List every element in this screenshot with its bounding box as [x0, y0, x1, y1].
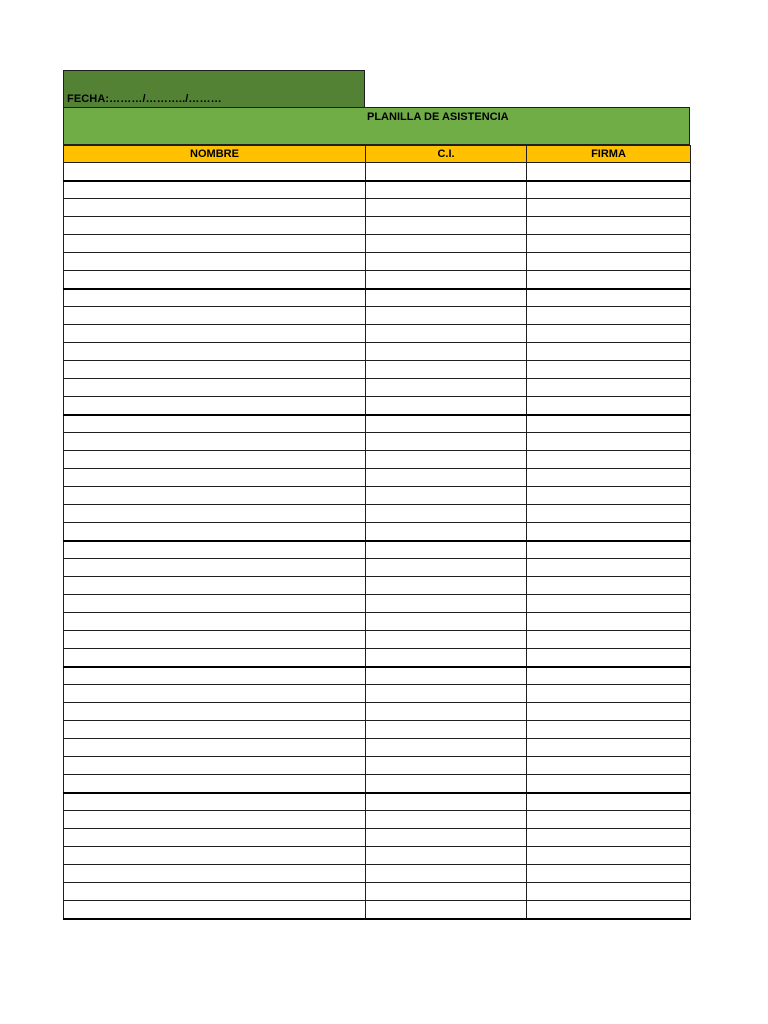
- cell-ci[interactable]: [366, 469, 527, 487]
- cell-nombre[interactable]: [64, 199, 366, 217]
- cell-nombre[interactable]: [64, 649, 366, 667]
- cell-firma[interactable]: [527, 847, 691, 865]
- cell-firma[interactable]: [527, 739, 691, 757]
- cell-ci[interactable]: [366, 343, 527, 361]
- cell-nombre[interactable]: [64, 559, 366, 577]
- cell-ci[interactable]: [366, 901, 527, 919]
- cell-ci[interactable]: [366, 721, 527, 739]
- cell-ci[interactable]: [366, 397, 527, 415]
- cell-ci[interactable]: [366, 433, 527, 451]
- cell-ci[interactable]: [366, 847, 527, 865]
- cell-nombre[interactable]: [64, 505, 366, 523]
- cell-firma[interactable]: [527, 271, 691, 289]
- table-row: [64, 667, 691, 685]
- date-cell: [63, 70, 365, 107]
- cell-nombre[interactable]: [64, 811, 366, 829]
- cell-ci[interactable]: [366, 199, 527, 217]
- cell-ci[interactable]: [366, 541, 527, 559]
- cell-firma[interactable]: [527, 451, 691, 469]
- cell-firma[interactable]: [527, 217, 691, 235]
- cell-ci[interactable]: [366, 703, 527, 721]
- table-row: [64, 343, 691, 361]
- cell-ci[interactable]: [366, 289, 527, 307]
- table-row: [64, 307, 691, 325]
- cell-firma[interactable]: [527, 415, 691, 433]
- cell-nombre[interactable]: [64, 739, 366, 757]
- cell-firma[interactable]: [527, 595, 691, 613]
- table-body: [64, 163, 691, 919]
- table-row: [64, 685, 691, 703]
- table-row: [64, 361, 691, 379]
- column-header-nombre: NOMBRE: [64, 146, 366, 163]
- cell-firma[interactable]: [527, 721, 691, 739]
- table-row: [64, 883, 691, 901]
- cell-nombre[interactable]: [64, 793, 366, 811]
- column-header-firma: FIRMA: [527, 146, 691, 163]
- attendance-sheet: [63, 70, 690, 920]
- table-row: [64, 433, 691, 451]
- table-row: [64, 739, 691, 757]
- cell-firma[interactable]: [527, 793, 691, 811]
- cell-ci[interactable]: [366, 163, 527, 181]
- cell-ci[interactable]: [366, 253, 527, 271]
- cell-ci[interactable]: [366, 577, 527, 595]
- cell-ci[interactable]: [366, 217, 527, 235]
- cell-firma[interactable]: [527, 397, 691, 415]
- cell-nombre[interactable]: [64, 415, 366, 433]
- cell-nombre[interactable]: [64, 721, 366, 739]
- table-row: [64, 775, 691, 793]
- cell-nombre[interactable]: [64, 703, 366, 721]
- cell-nombre[interactable]: [64, 541, 366, 559]
- attendance-table: [63, 145, 691, 920]
- cell-firma[interactable]: [527, 559, 691, 577]
- cell-nombre[interactable]: [64, 595, 366, 613]
- table-row: [64, 379, 691, 397]
- cell-nombre[interactable]: [64, 271, 366, 289]
- cell-ci[interactable]: [366, 181, 527, 199]
- table-row: [64, 703, 691, 721]
- cell-ci[interactable]: [366, 649, 527, 667]
- table-row: [64, 487, 691, 505]
- cell-ci[interactable]: [366, 631, 527, 649]
- table-row: [64, 451, 691, 469]
- cell-nombre[interactable]: [64, 451, 366, 469]
- cell-ci[interactable]: [366, 685, 527, 703]
- table-row: [64, 847, 691, 865]
- cell-firma[interactable]: [527, 523, 691, 541]
- cell-nombre[interactable]: [64, 181, 366, 199]
- cell-firma[interactable]: [527, 289, 691, 307]
- cell-nombre[interactable]: [64, 289, 366, 307]
- cell-nombre[interactable]: [64, 901, 366, 919]
- cell-nombre[interactable]: [64, 631, 366, 649]
- table-row: [64, 541, 691, 559]
- cell-nombre[interactable]: [64, 523, 366, 541]
- cell-firma[interactable]: [527, 577, 691, 595]
- cell-firma[interactable]: [527, 181, 691, 199]
- cell-nombre[interactable]: [64, 775, 366, 793]
- title-banner: [63, 107, 690, 145]
- cell-nombre[interactable]: [64, 343, 366, 361]
- cell-ci[interactable]: [366, 667, 527, 685]
- table-row: [64, 397, 691, 415]
- sheet-title: PLANILLA DE ASISTENCIA: [367, 111, 509, 123]
- cell-firma[interactable]: [527, 505, 691, 523]
- cell-nombre[interactable]: [64, 613, 366, 631]
- cell-nombre[interactable]: [64, 163, 366, 181]
- table-row: [64, 649, 691, 667]
- table-header-row: [64, 146, 691, 163]
- cell-nombre[interactable]: [64, 307, 366, 325]
- table-row: [64, 559, 691, 577]
- cell-ci[interactable]: [366, 379, 527, 397]
- cell-nombre[interactable]: [64, 667, 366, 685]
- table-row: [64, 811, 691, 829]
- cell-firma[interactable]: [527, 325, 691, 343]
- table-row: [64, 613, 691, 631]
- cell-nombre[interactable]: [64, 433, 366, 451]
- cell-ci[interactable]: [366, 595, 527, 613]
- table-row: [64, 505, 691, 523]
- cell-ci[interactable]: [366, 739, 527, 757]
- cell-ci[interactable]: [366, 559, 527, 577]
- cell-firma[interactable]: [527, 541, 691, 559]
- table-row: [64, 325, 691, 343]
- table-row: [64, 289, 691, 307]
- cell-firma[interactable]: [527, 631, 691, 649]
- table-row: [64, 469, 691, 487]
- cell-firma[interactable]: [527, 379, 691, 397]
- table-row: [64, 793, 691, 811]
- cell-nombre[interactable]: [64, 829, 366, 847]
- table-row: [64, 721, 691, 739]
- cell-firma[interactable]: [527, 685, 691, 703]
- cell-ci[interactable]: [366, 307, 527, 325]
- table-row: [64, 757, 691, 775]
- cell-ci[interactable]: [366, 811, 527, 829]
- table-row: [64, 217, 691, 235]
- cell-nombre[interactable]: [64, 253, 366, 271]
- cell-ci[interactable]: [366, 613, 527, 631]
- table-row: [64, 415, 691, 433]
- cell-ci[interactable]: [366, 829, 527, 847]
- cell-firma[interactable]: [527, 775, 691, 793]
- table-row: [64, 901, 691, 919]
- cell-nombre[interactable]: [64, 361, 366, 379]
- cell-firma[interactable]: [527, 613, 691, 631]
- cell-firma[interactable]: [527, 667, 691, 685]
- cell-ci[interactable]: [366, 757, 527, 775]
- cell-nombre[interactable]: [64, 685, 366, 703]
- cell-ci[interactable]: [366, 235, 527, 253]
- cell-nombre[interactable]: [64, 577, 366, 595]
- table-row: [64, 199, 691, 217]
- cell-firma[interactable]: [527, 865, 691, 883]
- cell-ci[interactable]: [366, 865, 527, 883]
- cell-nombre[interactable]: [64, 487, 366, 505]
- cell-ci[interactable]: [366, 361, 527, 379]
- cell-ci[interactable]: [366, 775, 527, 793]
- cell-firma[interactable]: [527, 703, 691, 721]
- date-label: FECHA:………/………../………: [67, 93, 222, 105]
- cell-ci[interactable]: [366, 487, 527, 505]
- cell-ci[interactable]: [366, 451, 527, 469]
- table-row: [64, 163, 691, 181]
- cell-nombre[interactable]: [64, 397, 366, 415]
- cell-nombre[interactable]: [64, 325, 366, 343]
- cell-nombre[interactable]: [64, 883, 366, 901]
- cell-nombre[interactable]: [64, 217, 366, 235]
- cell-nombre[interactable]: [64, 847, 366, 865]
- cell-firma[interactable]: [527, 343, 691, 361]
- cell-firma[interactable]: [527, 235, 691, 253]
- cell-firma[interactable]: [527, 253, 691, 271]
- cell-ci[interactable]: [366, 505, 527, 523]
- column-header-ci: C.I.: [366, 146, 527, 163]
- cell-firma[interactable]: [527, 649, 691, 667]
- cell-firma[interactable]: [527, 901, 691, 919]
- table-row: [64, 235, 691, 253]
- table-row: [64, 631, 691, 649]
- cell-firma[interactable]: [527, 199, 691, 217]
- cell-firma[interactable]: [527, 469, 691, 487]
- cell-firma[interactable]: [527, 433, 691, 451]
- table-row: [64, 865, 691, 883]
- cell-ci[interactable]: [366, 415, 527, 433]
- cell-firma[interactable]: [527, 883, 691, 901]
- cell-firma[interactable]: [527, 829, 691, 847]
- table-row: [64, 271, 691, 289]
- cell-nombre[interactable]: [64, 757, 366, 775]
- cell-ci[interactable]: [366, 793, 527, 811]
- cell-nombre[interactable]: [64, 235, 366, 253]
- cell-firma[interactable]: [527, 811, 691, 829]
- table-row: [64, 577, 691, 595]
- cell-firma[interactable]: [527, 487, 691, 505]
- cell-firma[interactable]: [527, 307, 691, 325]
- table-row: [64, 595, 691, 613]
- cell-firma[interactable]: [527, 757, 691, 775]
- table-row: [64, 523, 691, 541]
- cell-nombre[interactable]: [64, 469, 366, 487]
- table-row: [64, 181, 691, 199]
- cell-ci[interactable]: [366, 523, 527, 541]
- cell-firma[interactable]: [527, 361, 691, 379]
- table-row: [64, 829, 691, 847]
- table-row: [64, 253, 691, 271]
- cell-ci[interactable]: [366, 883, 527, 901]
- cell-firma[interactable]: [527, 163, 691, 181]
- cell-nombre[interactable]: [64, 865, 366, 883]
- cell-ci[interactable]: [366, 271, 527, 289]
- cell-ci[interactable]: [366, 325, 527, 343]
- cell-nombre[interactable]: [64, 379, 366, 397]
